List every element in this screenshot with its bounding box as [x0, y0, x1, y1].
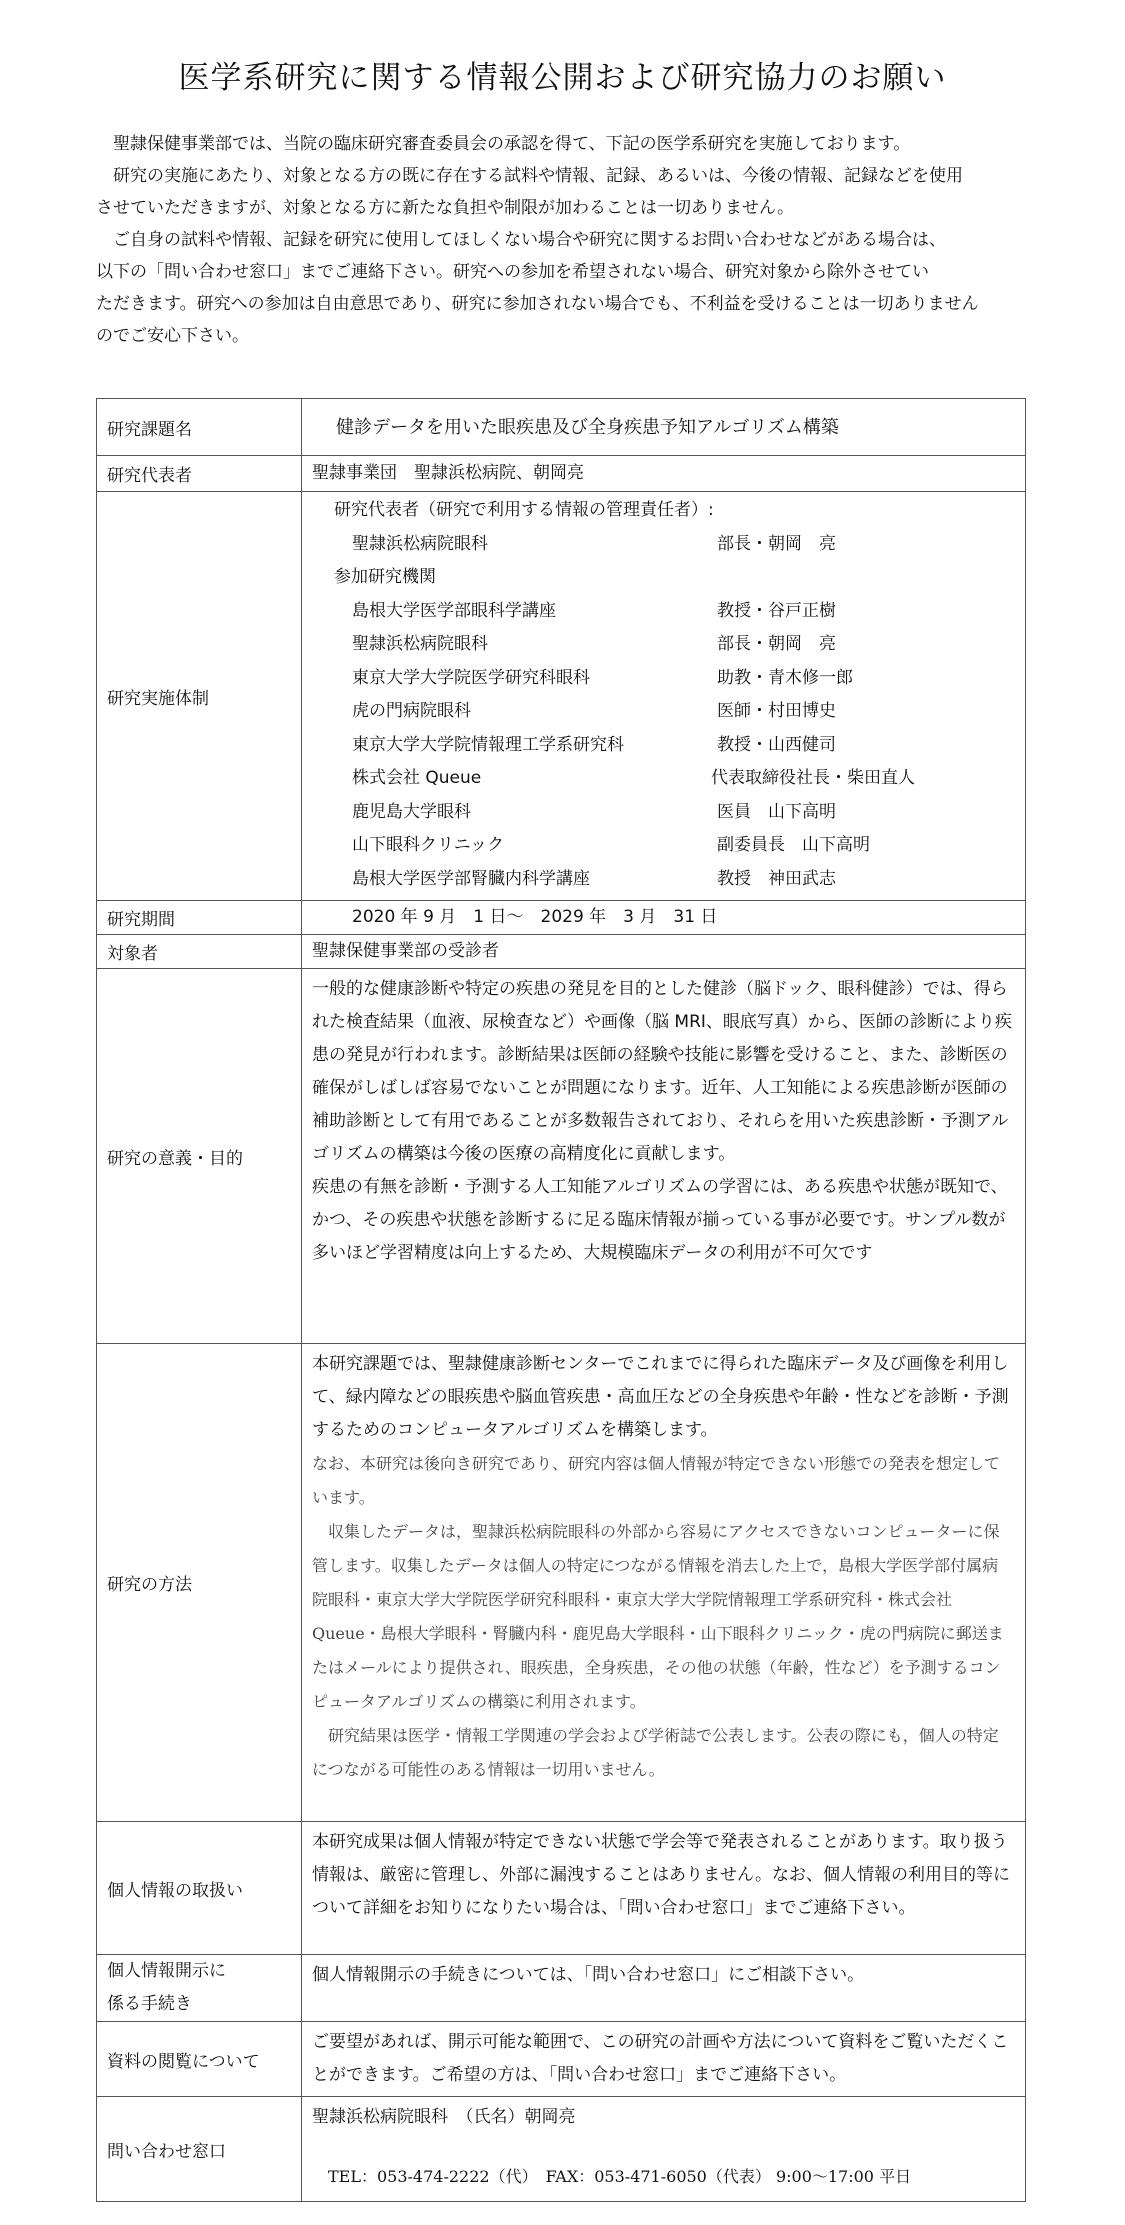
purpose-value — [302, 969, 1026, 1344]
theme-value: 健診データを用いた眼疾患及び全身疾患予知アルゴリズム構築 — [302, 399, 1026, 456]
intro-line: ただきます。研究への参加は自由意思であり、研究に参加されない場合でも、不利益を受けることは一切ありません — [96, 294, 979, 314]
table-row — [97, 2097, 1026, 2202]
contact-label: 問い合わせ窓口 — [97, 2097, 302, 2202]
research-info-table — [96, 398, 1026, 2202]
method-paragraph: なお、本研究は後向き研究であり、研究内容は個人情報が特定できない形態での発表を想定しています。 — [312, 1454, 1001, 1507]
table-row — [97, 399, 1026, 456]
org-name: 島根大学医学部腎臓内科学講座 — [352, 868, 590, 889]
system-rep-row — [312, 528, 1013, 562]
institution-row — [312, 628, 1013, 662]
theme-label: 研究課題名 — [97, 399, 302, 456]
intro-line: 聖隷保健事業部では、当院の臨床研究審査委員会の承認を得て、下記の医学系研究を実施しております。 — [113, 134, 911, 154]
system-rep-heading: 研究代表者（研究で利用する情報の管理責任者）: — [334, 500, 714, 520]
system-label: 研究実施体制 — [97, 492, 302, 901]
period-label: 研究期間 — [97, 901, 302, 935]
disclose-value: 個人情報開示の手続きについては、「問い合わせ窓口」にご相談下さい。 — [302, 1955, 1026, 2022]
org-name: 鹿児島大学眼科 — [352, 801, 471, 822]
rep-value: 聖隷事業団 聖隷浜松病院、朝岡亮 — [302, 456, 1026, 492]
member-role: 教授 神田武志 — [717, 868, 836, 889]
member-role: 教授・谷戸正樹 — [717, 600, 836, 621]
subject-value: 聖隷保健事業部の受診者 — [302, 935, 1026, 969]
table-row — [97, 1822, 1026, 1955]
period-text: 2020 年 9 月 1 日～ 2029 年 3 月 31 日 — [352, 907, 718, 927]
institution-row — [312, 595, 1013, 629]
table-row — [97, 935, 1026, 969]
disclose-label-line: 個人情報開示に — [107, 1961, 226, 1981]
contact-name: 聖隷浜松病院眼科 （氏名）朝岡亮 — [312, 2107, 576, 2127]
table-row — [97, 2022, 1026, 2097]
table-row — [97, 901, 1026, 935]
table-row — [97, 456, 1026, 492]
org-name: 聖隷浜松病院眼科 — [352, 634, 488, 654]
table-row — [97, 1344, 1026, 1822]
institution-row — [312, 762, 1013, 796]
privacy-label: 個人情報の取扱い — [97, 1822, 302, 1955]
system-value — [302, 492, 1026, 901]
subject-label: 対象者 — [97, 935, 302, 969]
method-paragraph: 研究結果は医学・情報工学関連の学会および学術誌で公表します。公表の際にも，個人の特定につながる可能性のある情報は一切用いません。 — [312, 1726, 999, 1779]
org-name: 虎の門病院眼科 — [352, 701, 471, 721]
org-name: 東京大学大学院情報理工学系研究科 — [352, 734, 624, 755]
member-role: 部長・朝岡 亮 — [717, 634, 836, 654]
intro-line: させていただきますが、対象となる方に新たな負担や制限が加わることは一切ありません。 — [96, 198, 795, 218]
method-paragraph: 本研究課題では、聖隷健康診断センターでこれまでに得られた臨床データ及び画像を利用して、緑内障などの眼疾患や脳血管疾患・高血圧などの全身疾患や年齢・性などを診断・予測するためのコンピュータアルゴリズムを構築します。 — [312, 1354, 1009, 1440]
table-row — [97, 492, 1026, 901]
institutions-heading: 参加研究機関 — [334, 567, 436, 587]
org-name: 東京大学大学院医学研究科眼科 — [352, 667, 590, 688]
member-role: 部長・朝岡 亮 — [717, 533, 836, 554]
rep-label: 研究代表者 — [97, 456, 302, 492]
method-label: 研究の方法 — [97, 1344, 302, 1822]
intro-line: ご自身の試料や情報、記録を研究に使用してほしくない場合や研究に関するお問い合わせなどがある場合は、 — [113, 230, 946, 250]
institution-row — [312, 829, 1013, 863]
member-role: 助教・青木修一郎 — [717, 667, 853, 688]
intro-line: のでご安心下さい。 — [96, 326, 249, 346]
intro-text — [96, 128, 1041, 352]
view-value: ご要望があれば、開示可能な範囲で、この研究の計画や方法について資料をご覧いただくことができます。ご希望の方は、「問い合わせ窓口」までご連絡下さい。 — [302, 2022, 1026, 2097]
disclose-label — [97, 1955, 302, 2022]
purpose-paragraph: 疾患の有無を診断・予測する人工知能アルゴリズムの学習には、ある疾患や状態が既知で、かつ、その疾患や状態を診断するに足る臨床情報が揃っている事が必要です。サンプル数が多いほど学習精度は向上するため、大規模臨床データの利用が不可欠です — [312, 1177, 1008, 1263]
org-name: 聖隷浜松病院眼科 — [352, 533, 488, 554]
institution-row — [312, 796, 1013, 830]
view-label: 資料の閲覧について — [97, 2022, 302, 2097]
disclose-label-line: 係る手続き — [107, 1994, 192, 2014]
org-name: 株式会社 Queue — [352, 768, 482, 788]
method-paragraph: 収集したデータは，聖隷浜松病院眼科の外部から容易にアクセスできないコンピューターに保管します。収集したデータは個人の特定につながる情報を消去した上で，島根大学医学部付属病院眼科・東京大学大学院医学研究科眼科・東京大学大学院情報理工学系研究科・株式会社 Queue・島根大学眼科・腎臓内科・鹿児島大学眼科・山下眼科クリニック・虎の門病院に郵送またはメールにより提供され、眼疾患，全身疾患，その他の状態（年齢，性など）を予測するコンピュータアルゴリズムの構築に利用されます。 — [312, 1522, 1004, 1711]
method-value — [302, 1344, 1026, 1822]
purpose-label: 研究の意義・目的 — [97, 969, 302, 1344]
institution-row — [312, 695, 1013, 729]
institution-row — [312, 863, 1013, 897]
org-name: 山下眼科クリニック — [352, 835, 504, 855]
page-title: 医学系研究に関する情報公開および研究協力のお願い — [178, 60, 947, 96]
privacy-value: 本研究成果は個人情報が特定できない状態で学会等で発表されることがあります。取り扱う情報は、厳密に管理し、外部に漏洩することはありません。なお、個人情報の利用目的等について詳細をお知りになりたい場合は、「問い合わせ窓口」までご連絡下さい。 — [302, 1822, 1026, 1955]
table-row — [97, 1955, 1026, 2022]
member-role: 医員 山下高明 — [717, 801, 836, 822]
intro-line: 研究の実施にあたり、対象となる方の既に存在する試料や情報、記録、あるいは、今後の情報、記録などを使用 — [113, 166, 963, 186]
contact-value — [302, 2097, 1026, 2202]
contact-phone: TEL：053-474-2222（代） FAX：053-471-6050（代表） 9:00～17:00 平日 — [328, 2167, 912, 2186]
org-name: 島根大学医学部眼科学講座 — [352, 600, 556, 621]
institution-row — [312, 662, 1013, 696]
member-role: 医師・村田博史 — [717, 701, 836, 721]
period-value — [302, 901, 1026, 935]
purpose-paragraph: 一般的な健康診断や特定の疾患の発見を目的とした健診（脳ドック、眼科健診）では、得られた検査結果（血液、尿検査など）や画像（脳 MRI、眼底写真）から、医師の診断により疾患の発見が行われます。診断結果は医師の経験や技能に影響を受けること、また、診断医の確保がしばしば容易でないことが問題になります。近年、人工知能による疾患診断が医師の補助診断として有用であることが多数報告されており、それらを用いた疾患診断・予測アルゴリズムの構築は今後の医療の高精度化に貢献します。 — [312, 979, 1012, 1164]
institution-row — [312, 729, 1013, 763]
member-role: 副委員長 山下高明 — [717, 835, 870, 855]
table-row — [97, 969, 1026, 1344]
member-role: 代表取締役社長・柴田直人 — [711, 768, 915, 788]
member-role: 教授・山西健司 — [717, 734, 836, 755]
intro-line: 以下の「問い合わせ窓口」までご連絡下さい。研究への参加を希望されない場合、研究対象から除外させてい — [96, 262, 929, 282]
